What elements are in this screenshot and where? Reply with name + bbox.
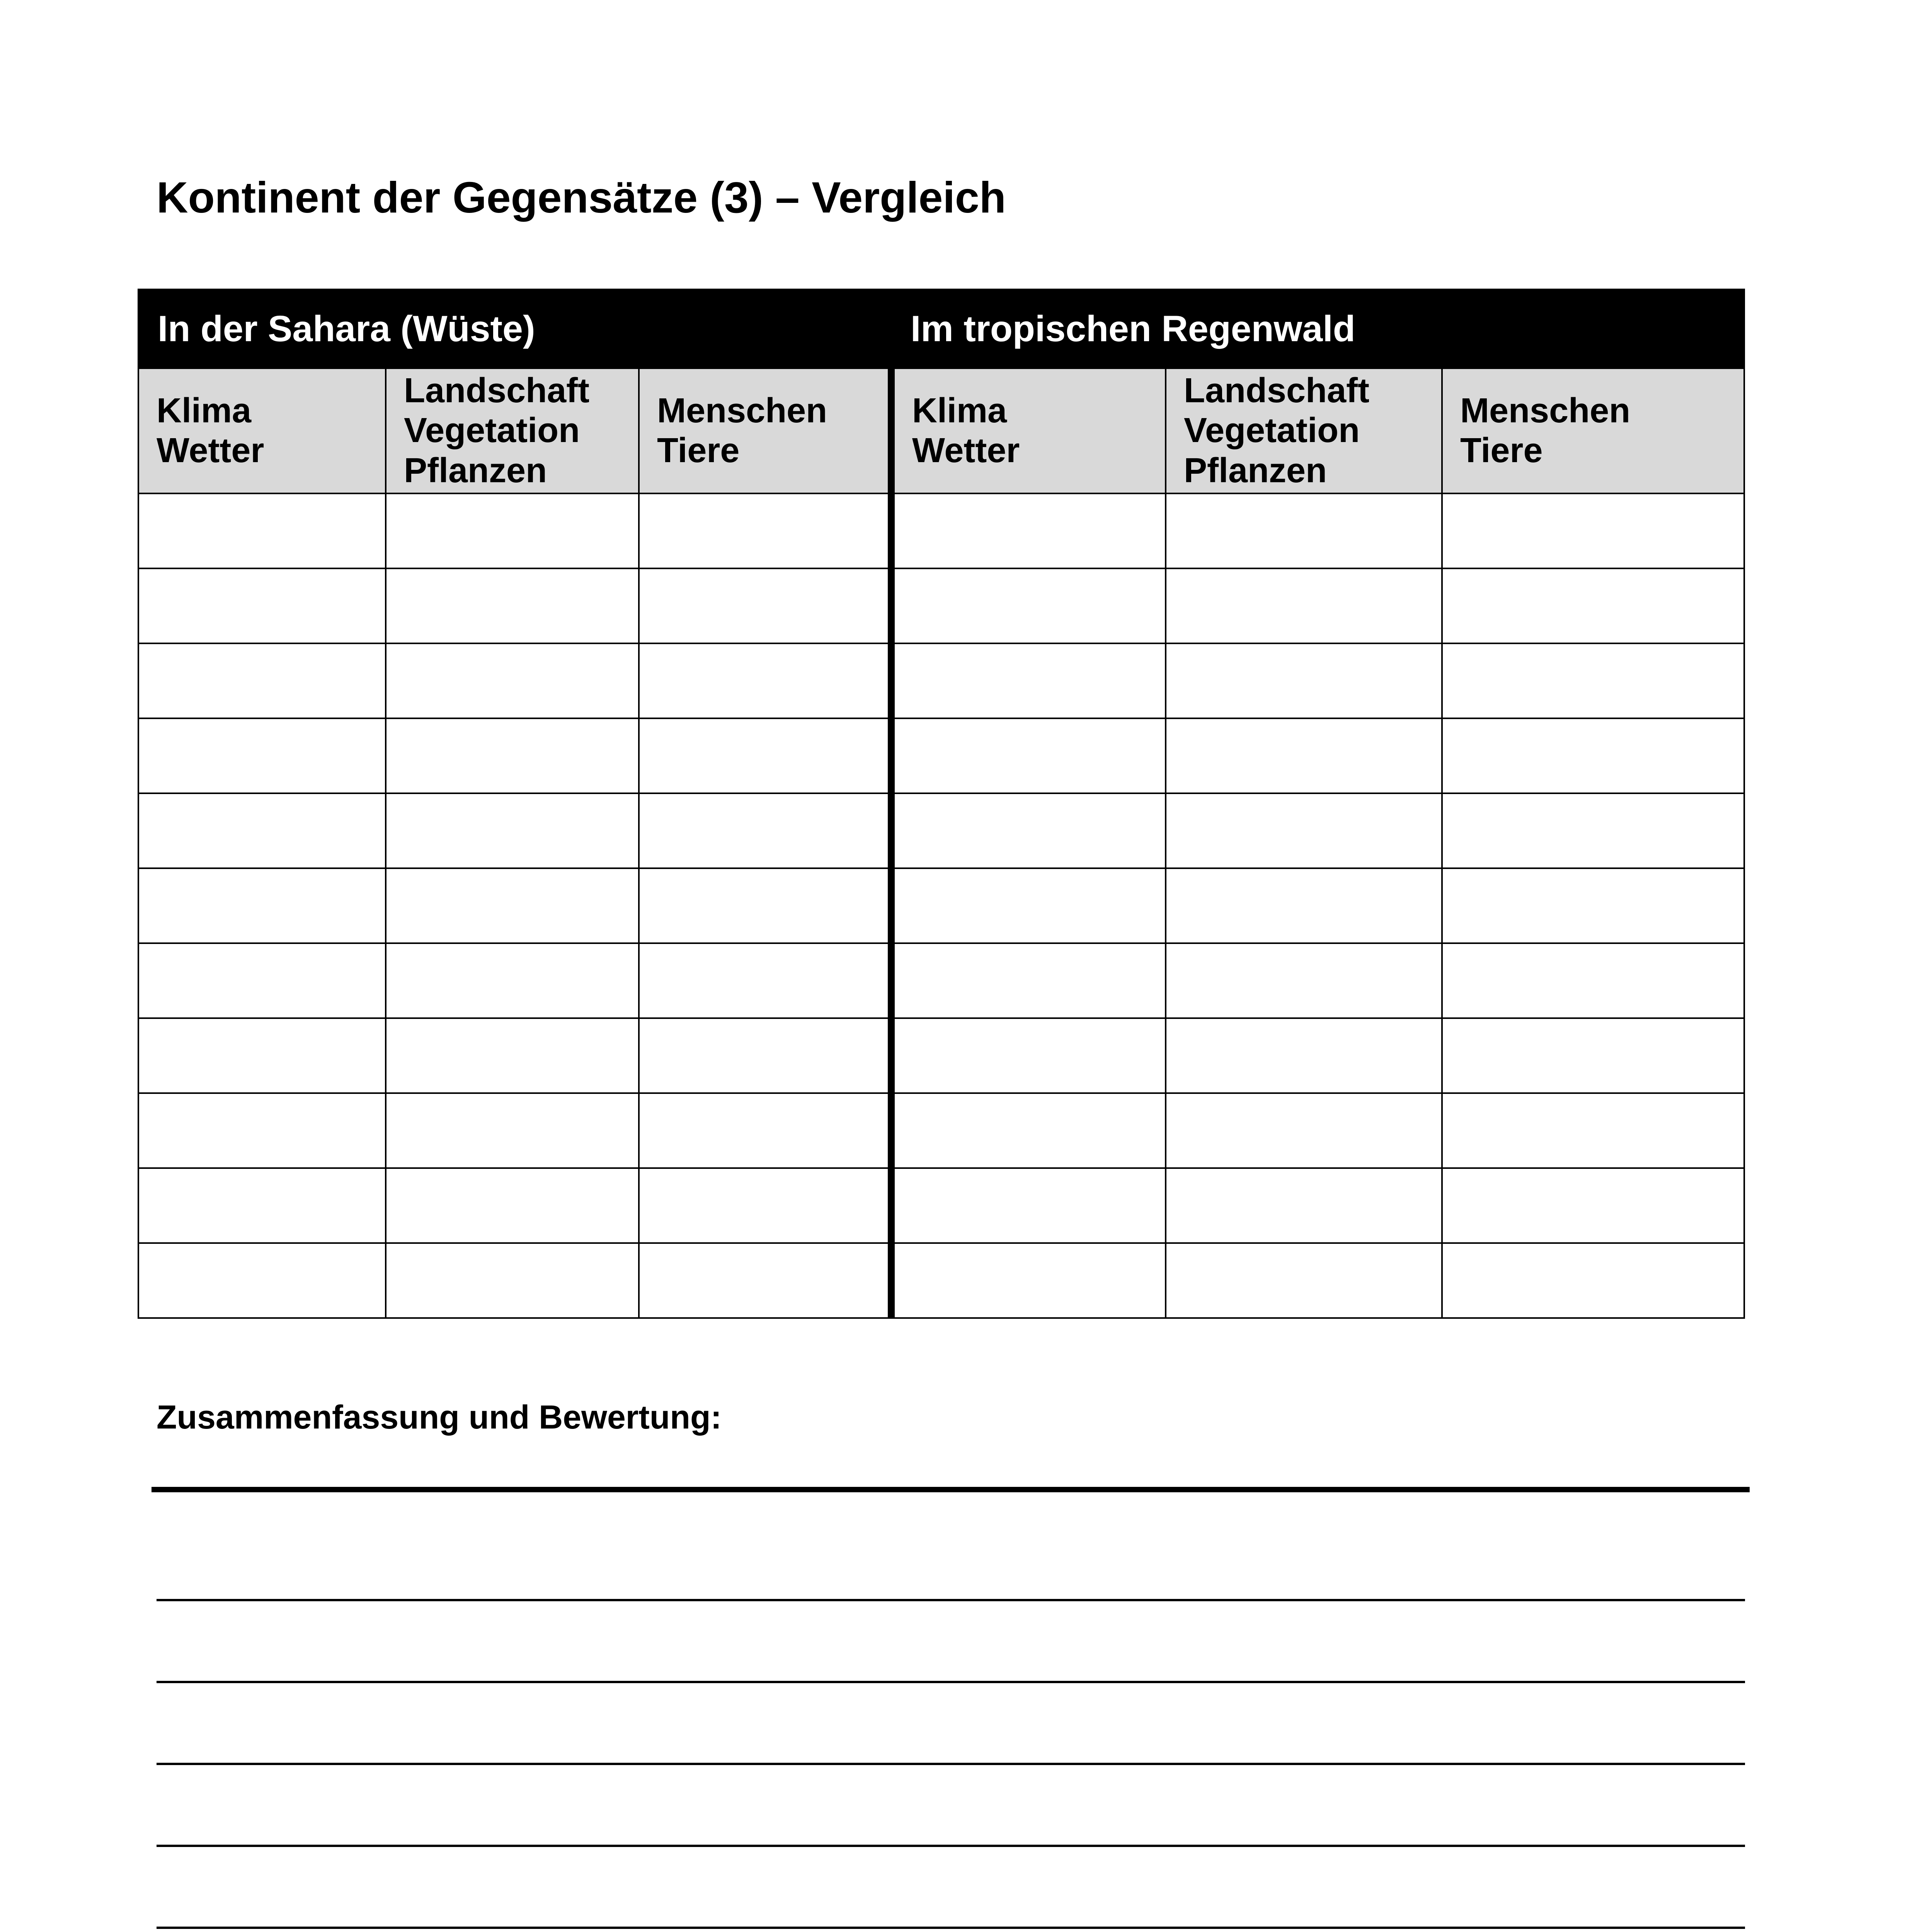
answer-cell[interactable] — [386, 493, 639, 568]
region-header-rainforest: Im tropischen Regenwald — [891, 289, 1744, 368]
answer-cell[interactable] — [891, 1168, 1166, 1243]
table-row — [138, 868, 1744, 943]
summary-divider — [152, 1487, 1750, 1492]
answer-cell[interactable] — [1442, 718, 1744, 793]
table-row — [138, 1018, 1744, 1093]
answer-cell[interactable] — [1166, 943, 1442, 1018]
answer-cell[interactable] — [1442, 793, 1744, 868]
answer-cell[interactable] — [138, 1093, 386, 1168]
table-row — [138, 943, 1744, 1018]
answer-cell[interactable] — [1166, 643, 1442, 718]
answer-cell[interactable] — [1166, 1018, 1442, 1093]
answer-cell[interactable] — [138, 793, 386, 868]
column-header-klima-regenwald: Klima Wetter — [891, 368, 1166, 493]
answer-cell[interactable] — [639, 1018, 891, 1093]
table-row — [138, 1243, 1744, 1318]
answer-cell[interactable] — [1442, 868, 1744, 943]
answer-cell[interactable] — [1442, 1168, 1744, 1243]
table-body — [138, 493, 1744, 1318]
answer-cell[interactable] — [386, 568, 639, 643]
answer-cell[interactable] — [891, 1018, 1166, 1093]
answer-cell[interactable] — [138, 568, 386, 643]
column-header-klima-sahara: Klima Wetter — [138, 368, 386, 493]
answer-cell[interactable] — [1166, 568, 1442, 643]
answer-cell[interactable] — [1442, 568, 1744, 643]
answer-cell[interactable] — [138, 718, 386, 793]
answer-cell[interactable] — [639, 943, 891, 1018]
answer-cell[interactable] — [386, 1093, 639, 1168]
answer-cell[interactable] — [1166, 1168, 1442, 1243]
column-header-landschaft-sahara: Landschaft Vegetation Pflanzen — [386, 368, 639, 493]
answer-cell[interactable] — [138, 868, 386, 943]
answer-cell[interactable] — [138, 643, 386, 718]
answer-cell[interactable] — [1442, 1018, 1744, 1093]
answer-cell[interactable] — [891, 643, 1166, 718]
answer-cell[interactable] — [138, 1243, 386, 1318]
column-header-landschaft-regenwald: Landschaft Vegetation Pflanzen — [1166, 368, 1442, 493]
answer-cell[interactable] — [891, 1093, 1166, 1168]
answer-cell[interactable] — [386, 718, 639, 793]
answer-cell[interactable] — [639, 793, 891, 868]
answer-cell[interactable] — [138, 1168, 386, 1243]
answer-cell[interactable] — [138, 943, 386, 1018]
answer-cell[interactable] — [891, 493, 1166, 568]
page-title: Kontinent der Gegensätze (3) – Vergleich — [157, 173, 1006, 222]
answer-cell[interactable] — [639, 1243, 891, 1318]
column-header-menschen-sahara: Menschen Tiere — [639, 368, 891, 493]
region-header-sahara: In der Sahara (Wüste) — [138, 289, 891, 368]
answer-cell[interactable] — [891, 1243, 1166, 1318]
answer-cell[interactable] — [1166, 793, 1442, 868]
answer-cell[interactable] — [1166, 1093, 1442, 1168]
writing-line[interactable] — [157, 1681, 1745, 1683]
writing-line[interactable] — [157, 1845, 1745, 1847]
answer-cell[interactable] — [639, 1093, 891, 1168]
answer-cell[interactable] — [891, 718, 1166, 793]
answer-cell[interactable] — [1442, 1243, 1744, 1318]
table-row — [138, 568, 1744, 643]
writing-line[interactable] — [157, 1927, 1745, 1929]
answer-cell[interactable] — [639, 568, 891, 643]
answer-cell[interactable] — [1442, 493, 1744, 568]
answer-cell[interactable] — [891, 568, 1166, 643]
answer-cell[interactable] — [386, 1018, 639, 1093]
answer-cell[interactable] — [639, 643, 891, 718]
summary-label: Zusammenfassung und Bewertung: — [157, 1399, 722, 1436]
answer-cell[interactable] — [1442, 1093, 1744, 1168]
answer-cell[interactable] — [639, 493, 891, 568]
table-row — [138, 643, 1744, 718]
column-header-menschen-regenwald: Menschen Tiere — [1442, 368, 1744, 493]
comparison-table — [138, 289, 1745, 1319]
answer-cell[interactable] — [1166, 868, 1442, 943]
table-row — [138, 1168, 1744, 1243]
answer-cell[interactable] — [138, 493, 386, 568]
table-row — [138, 718, 1744, 793]
answer-cell[interactable] — [1166, 718, 1442, 793]
table-row — [138, 493, 1744, 568]
writing-line[interactable] — [157, 1763, 1745, 1765]
answer-cell[interactable] — [386, 1243, 639, 1318]
answer-cell[interactable] — [1442, 643, 1744, 718]
answer-cell[interactable] — [891, 793, 1166, 868]
answer-cell[interactable] — [1166, 493, 1442, 568]
answer-cell[interactable] — [1442, 943, 1744, 1018]
answer-cell[interactable] — [386, 868, 639, 943]
answer-cell[interactable] — [639, 1168, 891, 1243]
table-row — [138, 1093, 1744, 1168]
answer-cell[interactable] — [386, 943, 639, 1018]
answer-cell[interactable] — [1166, 1243, 1442, 1318]
table-row — [138, 793, 1744, 868]
answer-cell[interactable] — [138, 1018, 386, 1093]
answer-cell[interactable] — [386, 793, 639, 868]
answer-cell[interactable] — [386, 643, 639, 718]
answer-cell[interactable] — [386, 1168, 639, 1243]
writing-line[interactable] — [157, 1599, 1745, 1601]
answer-cell[interactable] — [639, 718, 891, 793]
answer-cell[interactable] — [891, 868, 1166, 943]
answer-cell[interactable] — [639, 868, 891, 943]
answer-cell[interactable] — [891, 943, 1166, 1018]
